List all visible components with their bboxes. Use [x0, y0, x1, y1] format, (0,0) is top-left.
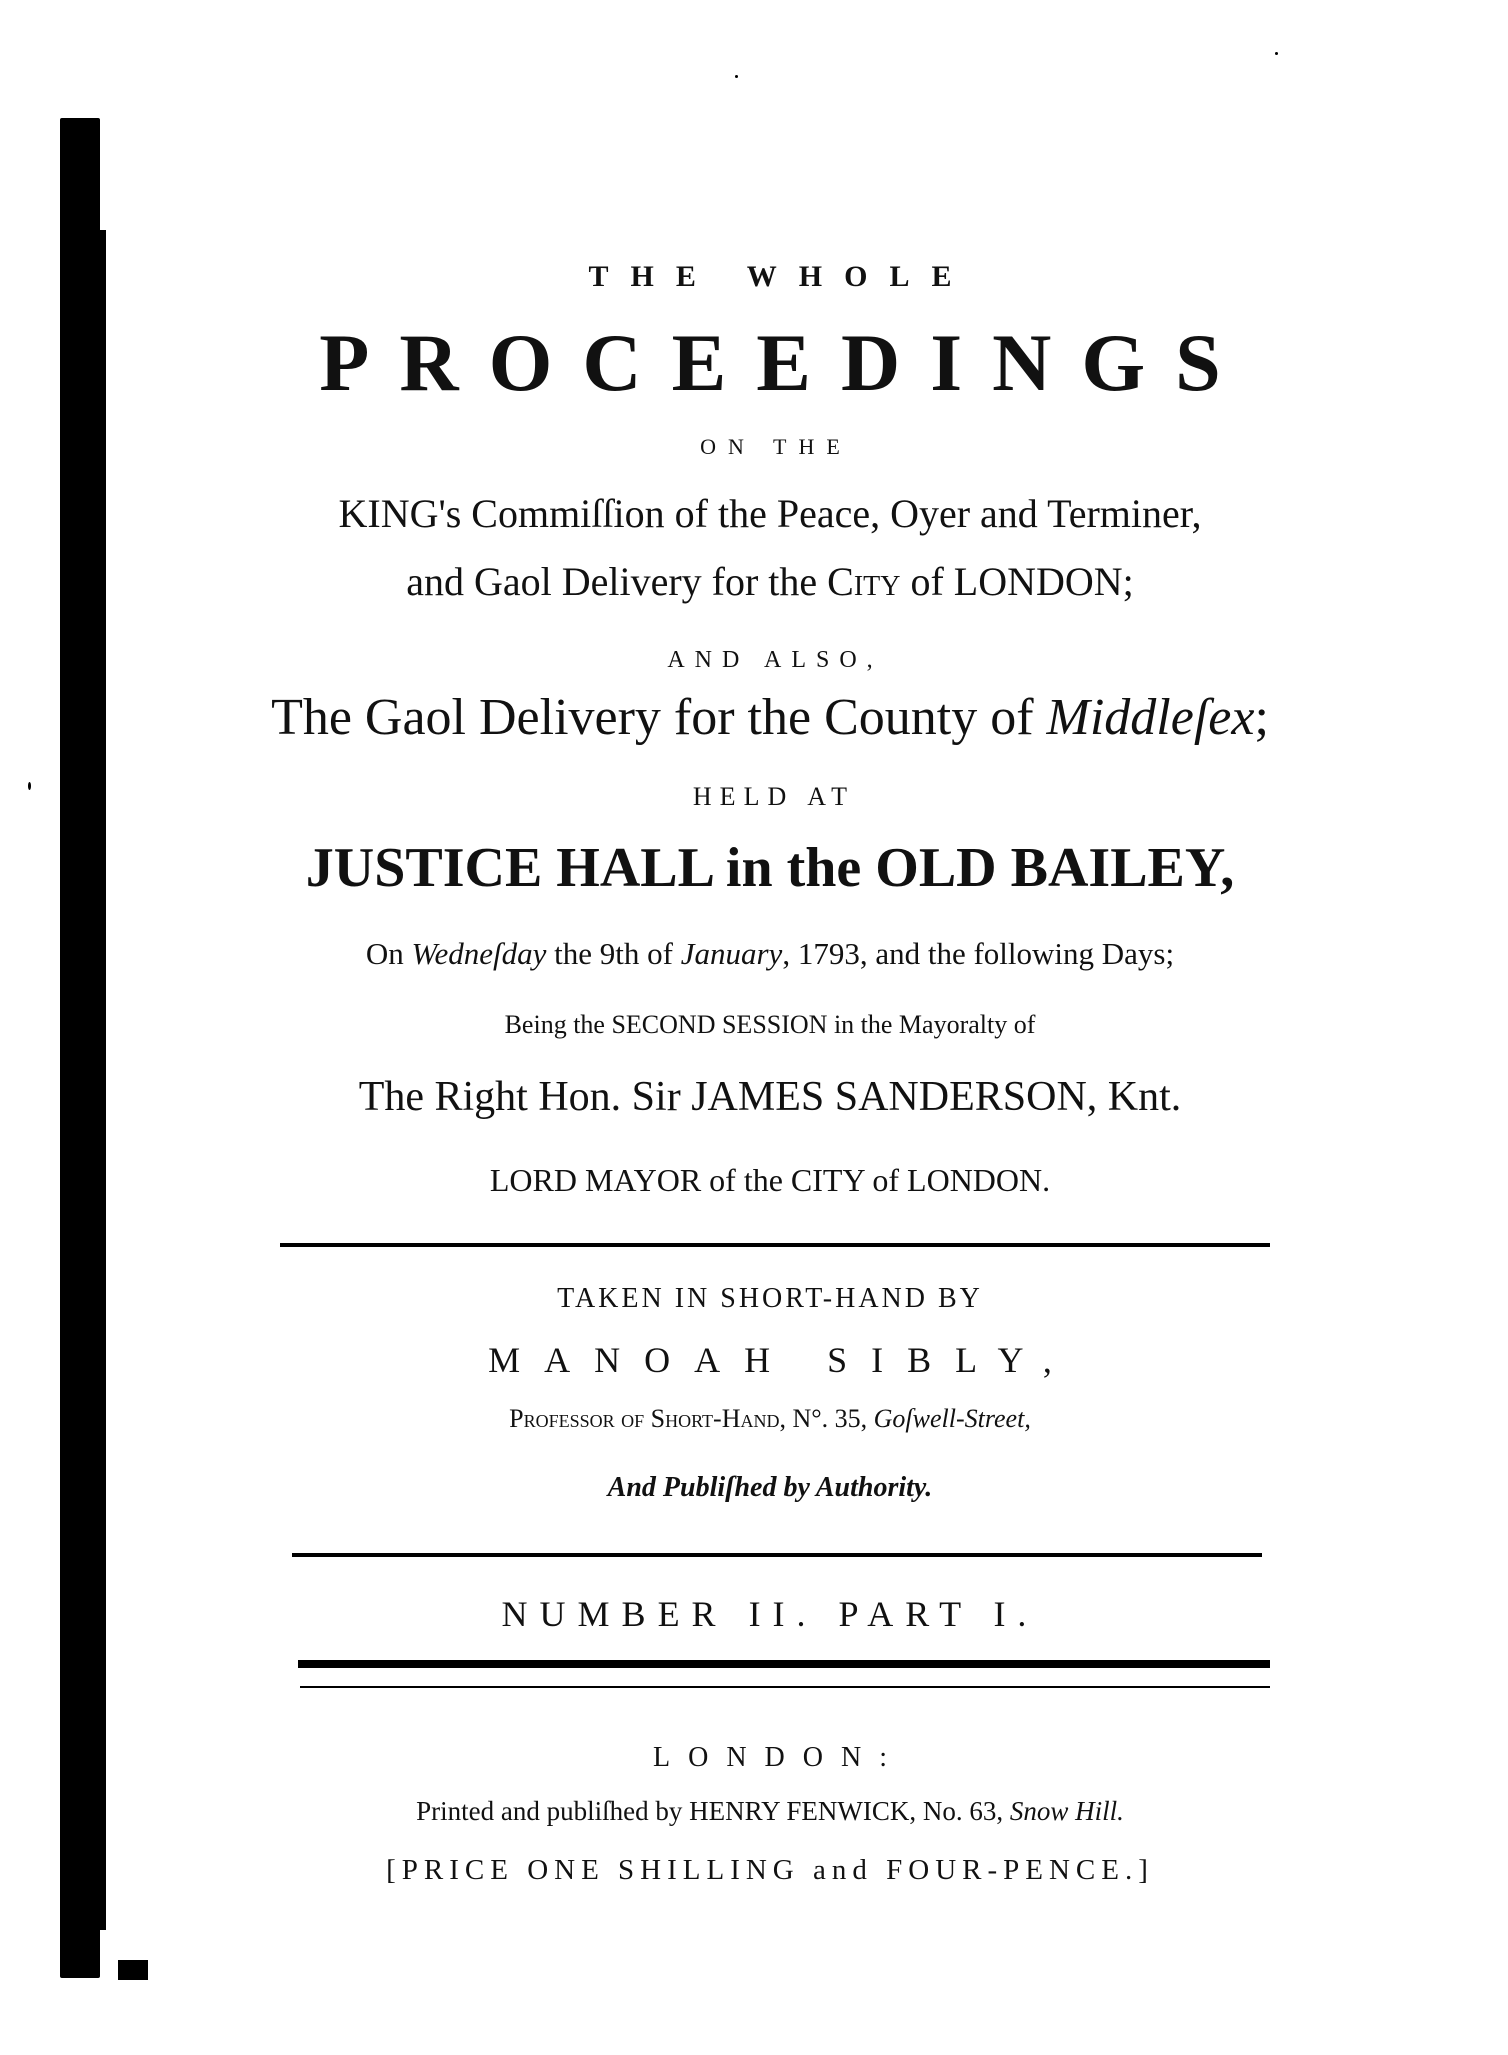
date-text-b: Wedneſday: [411, 936, 547, 971]
gaol-city-text-a: and Gaol Delivery for the: [406, 559, 828, 604]
number-part-line: NUMBER II. PART I.: [501, 1594, 1039, 1634]
justice-hall-line: JUSTICE HALL in the OLD BAILEY,: [305, 837, 1235, 899]
authority-line: And Publiſhed by Authority.: [607, 1472, 933, 1503]
heading-held-at: HELD AT: [692, 782, 856, 811]
imprint-printer-line: [270, 1798, 1270, 1825]
heading-the-whole: THE WHOLE: [588, 260, 974, 293]
date-text-c: the 9th of: [546, 936, 681, 971]
divider-rule-thin: [300, 1686, 1270, 1688]
reporter-name: MANOAH SIBLY,: [488, 1340, 1076, 1380]
lord-mayor-line: LORD MAYOR of the CITY of LONDON.: [489, 1162, 1051, 1198]
divider-rule: [292, 1553, 1262, 1557]
professor-text-b: Goſwell-Street,: [873, 1404, 1031, 1433]
gaol-city-text-c: of LONDON;: [900, 559, 1134, 604]
gaol-delivery-county-line: [270, 689, 1270, 746]
session-line: Being the SECOND SESSION in the Mayoralty of: [504, 1010, 1036, 1039]
taken-line: TAKEN IN SHORT-HAND BY: [557, 1283, 983, 1314]
date-text-e: , 1793, and the following Days;: [782, 936, 1175, 971]
page-speck: [80, 1622, 83, 1634]
mayor-line: The Right Hon. Sir JAMES SANDERSON, Knt.: [358, 1074, 1182, 1120]
date-line: [270, 938, 1270, 969]
professor-text-a: Professor of Short-Hand, N°. 35,: [509, 1404, 874, 1433]
reporter-address-line: [270, 1406, 1270, 1432]
date-text-d: January: [680, 936, 783, 971]
page-speck: [1275, 52, 1278, 55]
gaol-city-text-b: City: [827, 559, 901, 604]
county-text-a: The Gaol Delivery for the County of: [271, 689, 1047, 746]
divider-rule-thick: [298, 1660, 1270, 1668]
page-speck: [735, 75, 738, 78]
printed-text-a: Printed and publiſhed by HENRY FENWICK, No. 63,: [416, 1796, 1010, 1826]
imprint-london: LONDON:: [653, 1742, 905, 1773]
county-text-b: Middleſex: [1046, 689, 1255, 746]
printed-text-b: Snow Hill.: [1009, 1796, 1124, 1826]
divider-rule: [280, 1243, 1270, 1247]
gaol-delivery-city-line: [270, 559, 1270, 604]
price-line: [PRICE ONE SHILLING and FOUR-PENCE.]: [386, 1854, 1154, 1886]
binding-edge-inner: [92, 230, 106, 1930]
heading-on-the: ON THE: [700, 434, 852, 459]
heading-and-also: AND ALSO,: [667, 647, 883, 673]
binding-edge-foot: [118, 1960, 148, 1980]
commission-line: KING's Commiſſion of the Peace, Oyer and Terminer,: [338, 491, 1202, 536]
county-text-c: ;: [1254, 689, 1269, 746]
heading-proceedings: PROCEEDINGS: [319, 317, 1251, 408]
date-text-a: On: [365, 936, 412, 971]
page-speck: [28, 782, 31, 790]
